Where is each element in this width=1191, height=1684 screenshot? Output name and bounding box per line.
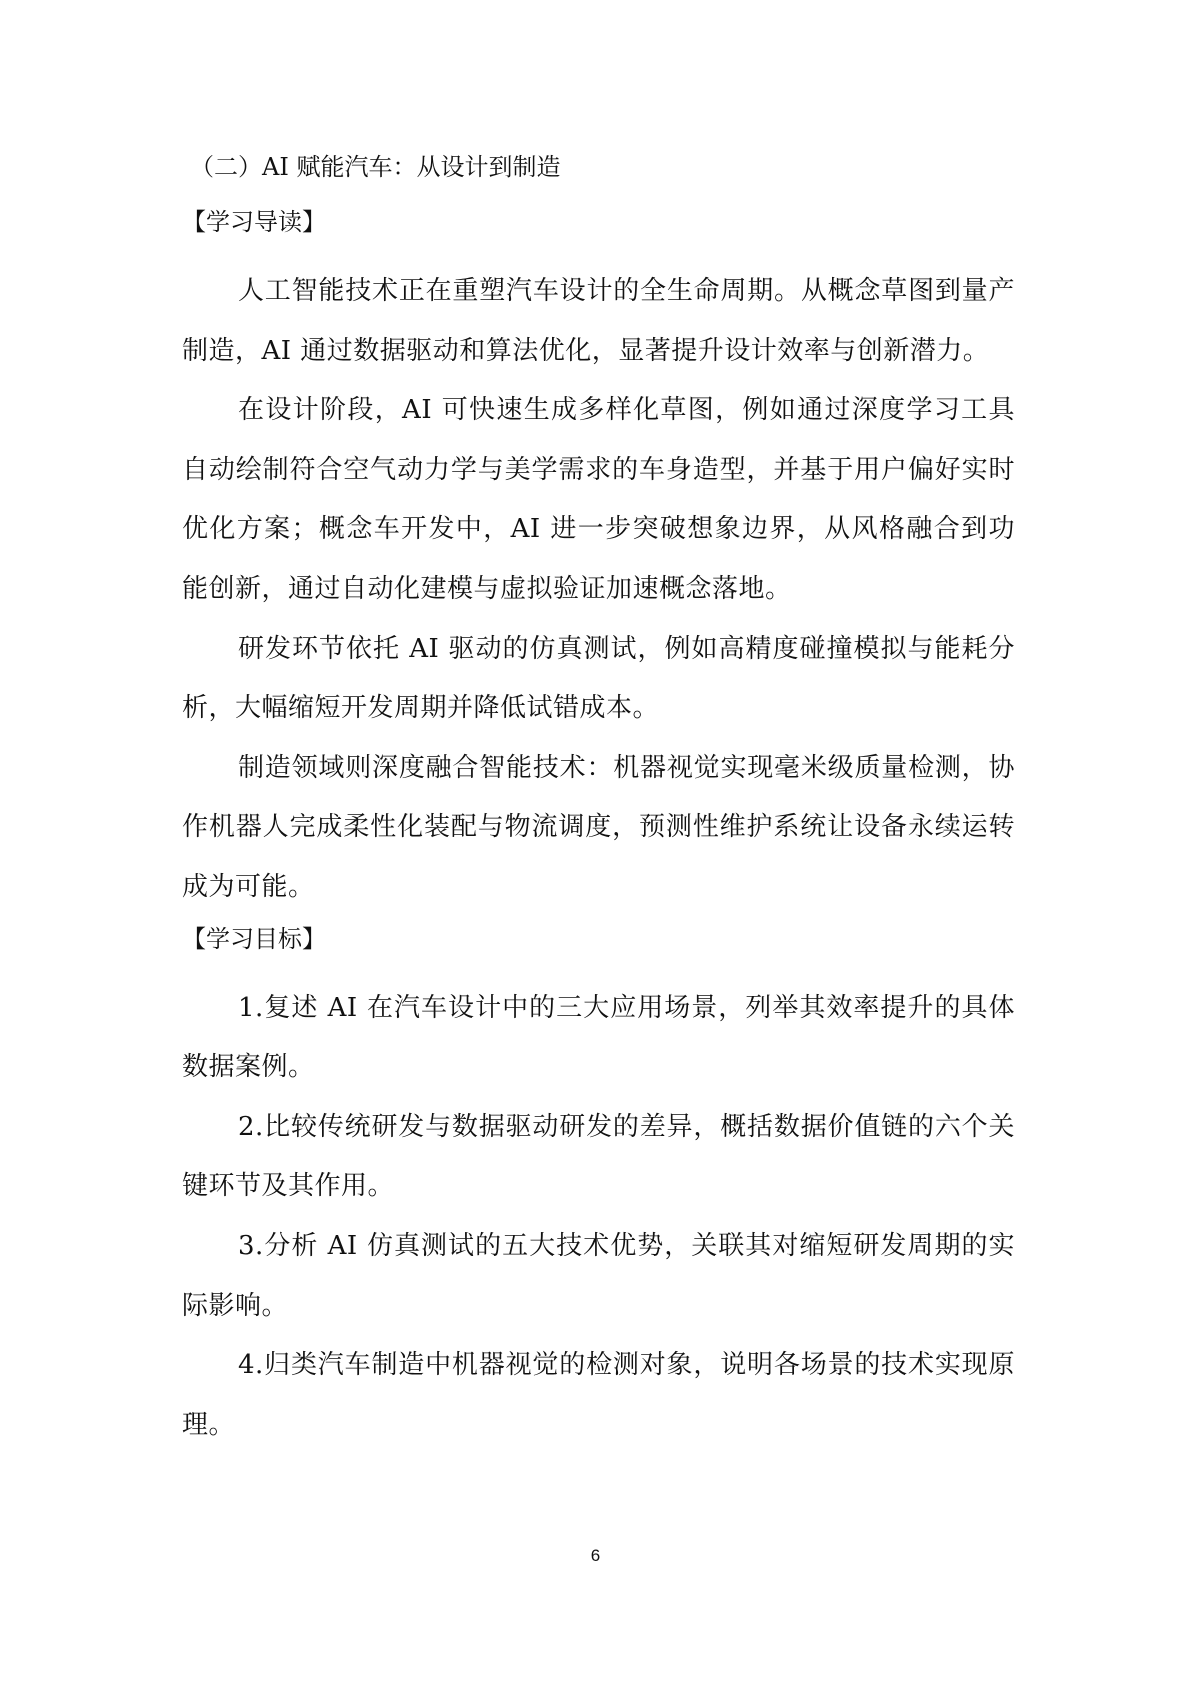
guide-paragraph: 研发环节依托 AI 驱动的仿真测试，例如高精度碰撞模拟与能耗分析，大幅缩短开发周期并降低试错成本。 (182, 633, 1015, 724)
goal-item: 2.比较传统研发与数据驱动研发的差异，概括数据价值链的六个关键环节及其作用。 (182, 1111, 1015, 1202)
guide-heading: 【学习导读】 (182, 208, 326, 236)
goal-item: 3.分析 AI 仿真测试的五大技术优势，关联其对缩短研发周期的实际影响。 (182, 1230, 1015, 1321)
section-title: （二）AI 赋能汽车：从设计到制造 (190, 153, 561, 181)
guide-paragraph: 人工智能技术正在重塑汽车设计的全生命周期。从概念草图到量产制造，AI 通过数据驱动和算法优化，显著提升设计效率与创新潜力。 (182, 276, 1015, 366)
page-content (182, 150, 1015, 1455)
goal-item: 4.归类汽车制造中机器视觉的检测对象，说明各场景的技术实现原理。 (182, 1350, 1015, 1440)
goal-item: 1.复述 AI 在汽车设计中的三大应用场景，列举其效率提升的具体数据案例。 (182, 992, 1015, 1083)
page-number: 6 (590, 1546, 601, 1565)
goals-heading: 【学习目标】 (182, 924, 326, 953)
guide-paragraph: 在设计阶段，AI 可快速生成多样化草图，例如通过深度学习工具自动绘制符合空气动力学与美学需求的车身造型，并基于用户偏好实时优化方案；概念车开发中，AI 进一步突破想象边界，从风格融合到功能创新，通过自动化建模与虚拟验证加速概念落地。 (182, 395, 1015, 604)
guide-paragraph: 制造领域则深度融合智能技术：机器视觉实现毫米级质量检测，协作机器人完成柔性化装配与物流调度，预测性维护系统让设备永续运转成为可能。 (182, 752, 1015, 902)
